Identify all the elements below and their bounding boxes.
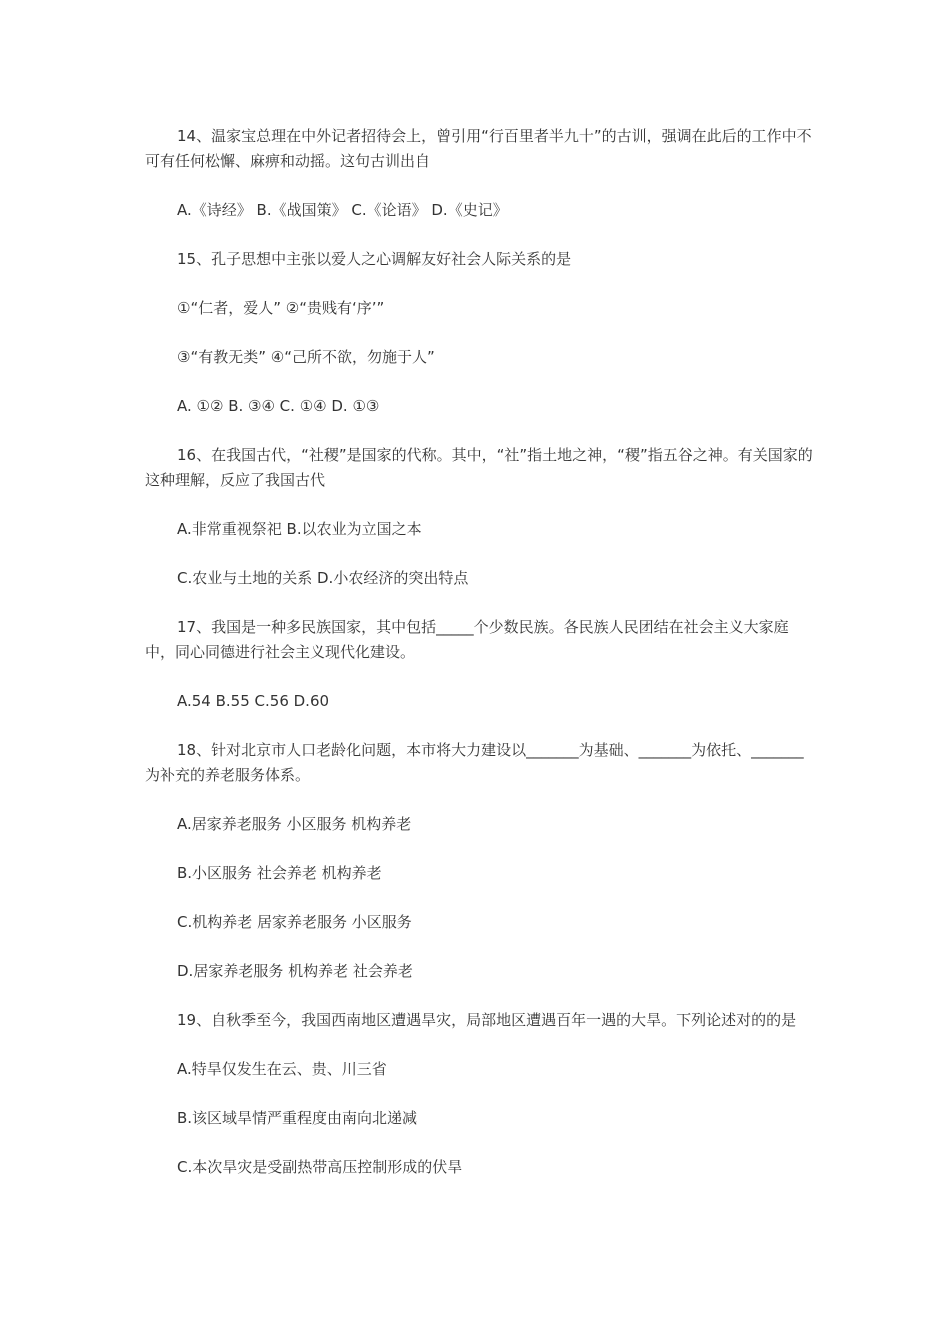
question-15-items-1: ①“仁者，爱人” ②“贵贱有‘序’”	[177, 299, 385, 317]
question-19-option-c: C.本次旱灾是受副热带高压控制形成的伏旱	[177, 1158, 463, 1176]
question-18-option-c: C.机构养老 居家养老服务 小区服务	[177, 913, 412, 931]
question-19-option-a: A.特旱仅发生在云、贵、川三省	[177, 1060, 387, 1078]
question-18-option-a: A.居家养老服务 小区服务 机构养老	[177, 815, 412, 833]
question-16-options-ab: A.非常重视祭祀 B.以农业为立国之本	[177, 520, 422, 538]
question-18: 18、针对北京市人口老龄化问题，本市将大力建设以_______为基础、_______为依托、_______为补充的养老服务体系。	[145, 741, 804, 784]
question-14: 14、温家宝总理在中外记者招待会上，曾引用“行百里者半九十”的古训，强调在此后的工作中不可有任何松懈、麻痹和动摇。这句古训出自	[145, 127, 812, 170]
question-18-option-d: D.居家养老服务 机构养老 社会养老	[177, 962, 413, 980]
question-17: 17、我国是一种多民族国家，其中包括_____个少数民族。各民族人民团结在社会主义大家庭中，同心同德进行社会主义现代化建设。	[145, 618, 789, 661]
question-19-option-b: B.该区域旱情严重程度由南向北递减	[177, 1109, 418, 1127]
question-14-options: A.《诗经》 B.《战国策》 C.《论语》 D.《史记》	[177, 201, 508, 219]
document-page	[145, 124, 815, 1204]
question-19: 19、自秋季至今，我国西南地区遭遇旱灾，局部地区遭遇百年一遇的大旱。下列论述对的的是	[177, 1011, 797, 1029]
question-16-options-cd: C.农业与土地的关系 D.小农经济的突出特点	[177, 569, 469, 587]
question-15-items-2: ③“有教无类” ④“己所不欲，勿施于人”	[177, 348, 435, 366]
question-15: 15、孔子思想中主张以爱人之心调解友好社会人际关系的是	[177, 250, 572, 268]
question-16: 16、在我国古代，“社稷”是国家的代称。其中，“社”指土地之神，“稷”指五谷之神。有关国家的这种理解，反应了我国古代	[145, 446, 813, 489]
question-18-option-b: B.小区服务 社会养老 机构养老	[177, 864, 382, 882]
question-15-options: A. ①② B. ③④ C. ①④ D. ①③	[177, 397, 380, 415]
question-17-options: A.54 B.55 C.56 D.60	[177, 692, 330, 710]
